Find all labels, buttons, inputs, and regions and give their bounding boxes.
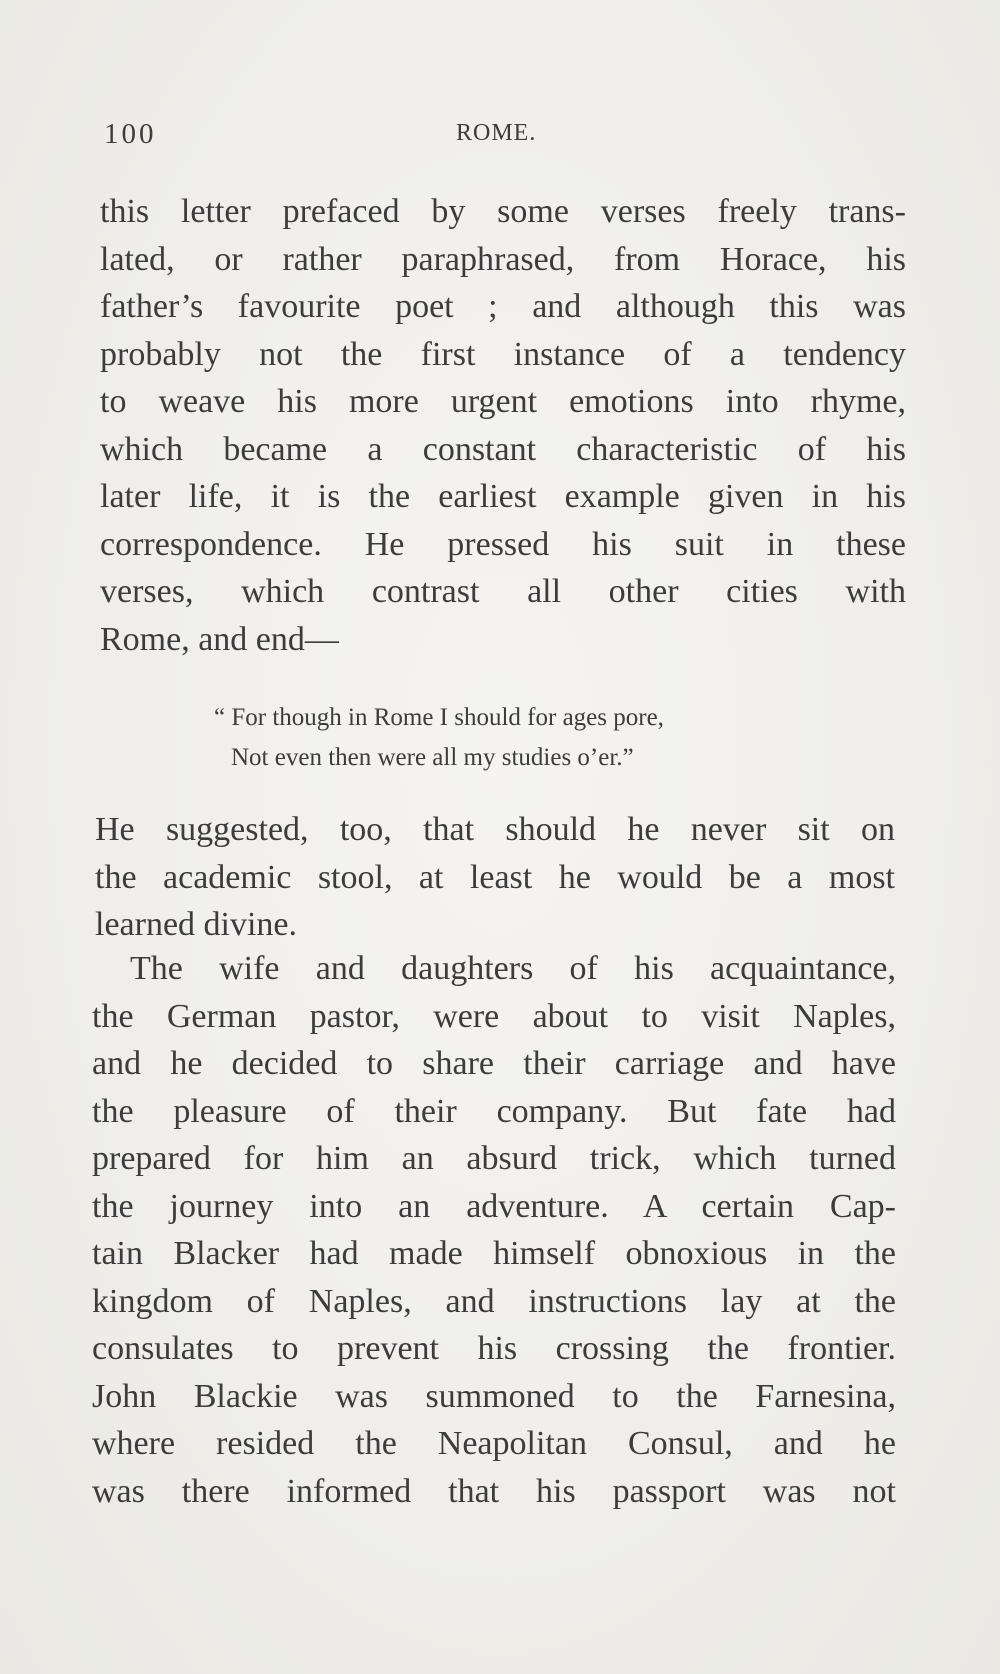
paragraph-suggestion bbox=[95, 806, 895, 949]
text-line: prepared for him an absurd trick, which turned bbox=[92, 1140, 896, 1177]
text-line: this letter prefaced by some verses freely trans- bbox=[100, 193, 906, 230]
text-line: the academic stool, at least he would be a most bbox=[95, 858, 895, 896]
running-head bbox=[104, 118, 924, 158]
verse-line: Not even then were all my studies o’er.” bbox=[231, 744, 634, 771]
text-line: correspondence. He pressed his suit in these bbox=[100, 525, 906, 563]
text-line: learned divine. bbox=[95, 906, 298, 943]
text-line: where resided the Neapolitan Consul, and he bbox=[92, 1425, 896, 1462]
text-line: the pleasure of their company. But fate had bbox=[92, 1092, 896, 1130]
text-line: verses, which contrast all other cities with bbox=[100, 573, 906, 610]
verse-line: “ For though in Rome I should for ages pore, bbox=[214, 704, 664, 731]
text-line: father’s favourite poet ; and although this was bbox=[100, 288, 906, 325]
text-line: kingdom of Naples, and instructions lay at the bbox=[92, 1282, 896, 1320]
text-line: the journey into an adventure. A certain Cap- bbox=[92, 1187, 896, 1225]
running-title: ROME. bbox=[456, 120, 537, 146]
text-line: The wife and daughters of his acquaintance, bbox=[130, 950, 896, 987]
text-line: later life, it is the earliest example given in his bbox=[100, 478, 906, 515]
page-number: 100 bbox=[104, 118, 157, 150]
text-line: John Blackie was summoned to the Farnesina, bbox=[92, 1377, 896, 1415]
text-line: the German pastor, were about to visit Naples, bbox=[92, 997, 896, 1035]
text-line: consulates to prevent his crossing the frontier. bbox=[92, 1330, 896, 1367]
text-line: and he decided to share their carriage and have bbox=[92, 1045, 896, 1082]
paragraph-naples-journey bbox=[92, 945, 896, 1515]
paragraph-continued bbox=[100, 188, 906, 663]
text-line: which became a constant characteristic of his bbox=[100, 430, 906, 468]
text-line: lated, or rather paraphrased, from Horace, his bbox=[100, 240, 906, 278]
text-line: to weave his more urgent emotions into rhyme, bbox=[100, 383, 906, 420]
text-line: probably not the first instance of a tendency bbox=[100, 335, 906, 373]
verse-quotation bbox=[214, 698, 794, 778]
text-line: Rome, and end— bbox=[100, 620, 339, 658]
text-line: tain Blacker had made himself obnoxious in the bbox=[92, 1235, 896, 1272]
text-line: was there informed that his passport was not bbox=[92, 1472, 896, 1510]
text-line: He suggested, too, that should he never sit on bbox=[95, 811, 895, 848]
